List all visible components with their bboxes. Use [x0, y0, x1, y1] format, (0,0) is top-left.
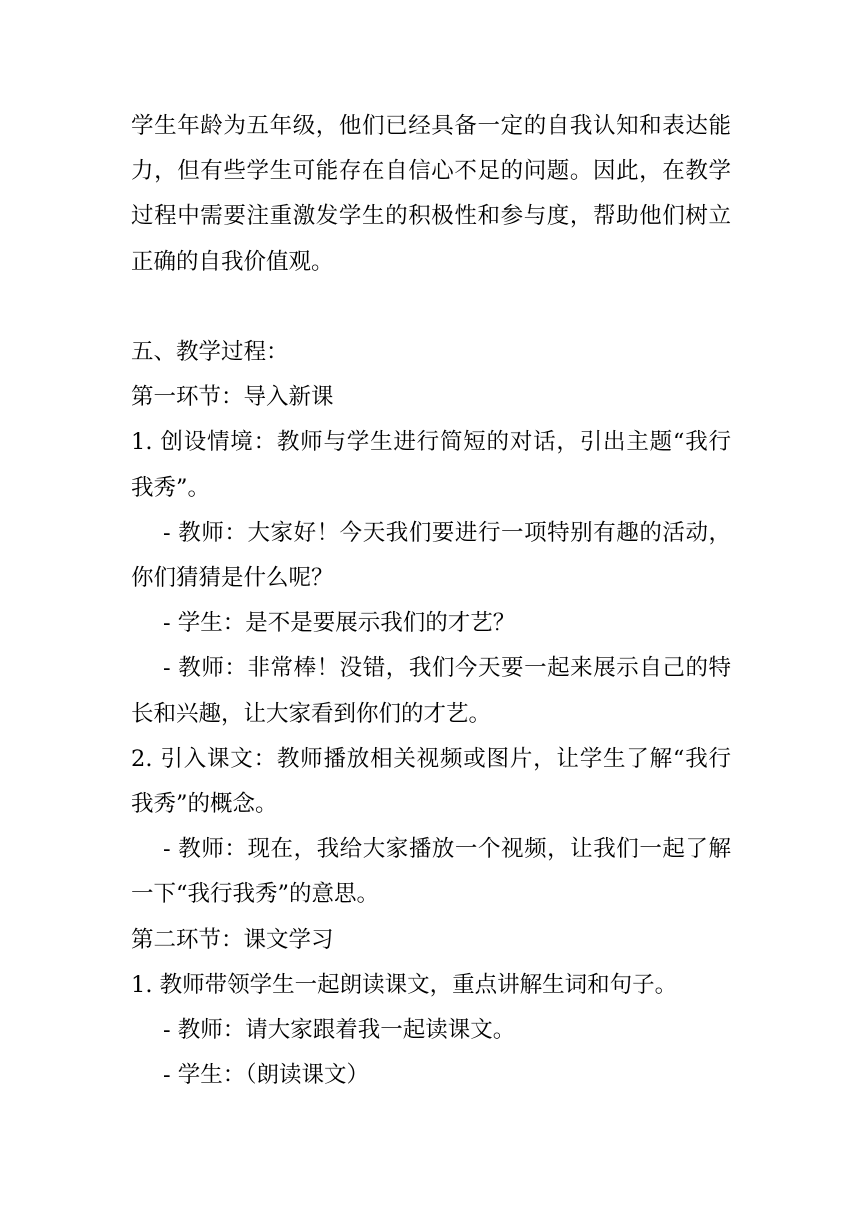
document-body: [131, 104, 731, 1098]
list-item-1: 1. 创设情境：教师与学生进行简短的对话，引出主题“我行我秀”。: [131, 429, 731, 501]
stage-heading-1: 第一环节：导入新课: [131, 384, 334, 411]
dialogue-line: - 教师：大家好！今天我们要进行一项特别有趣的活动，你们猜猜是什么呢？: [131, 519, 731, 592]
list-item-1: 1. 教师带领学生一起朗读课文，重点讲解生词和句子。: [131, 971, 678, 998]
paragraph-spacer: [131, 285, 731, 330]
dialogue-line: - 教师：现在，我给大家播放一个视频，让我们一起了解一下“我行我秀”的意思。: [131, 836, 731, 908]
dialogue-line: - 教师：请大家跟着我一起读课文。: [163, 1017, 516, 1044]
list-item-2: 2. 引入课文：教师播放相关视频或图片，让学生了解“我行我秀”的概念。: [131, 745, 731, 818]
dialogue-line: - 学生：是不是要展示我们的才艺？: [163, 610, 516, 637]
stage-heading-2: 第二环节：课文学习: [131, 926, 334, 953]
dialogue-line: - 教师：非常棒！没错，我们今天要一起来展示自己的特长和兴趣，让大家看到你们的才艺。: [131, 655, 731, 727]
paragraph-student-analysis: 学生年龄为五年级，他们已经具备一定的自我认知和表达能力，但有些学生可能存在自信心不足的问题。因此，在教学过程中需要注重激发学生的积极性和参与度，帮助他们树立正确的自我价值观。: [131, 113, 731, 275]
section-heading-teaching-process: 五、教学过程：: [131, 339, 289, 365]
dialogue-line: - 学生：（朗读课文）: [163, 1062, 370, 1089]
